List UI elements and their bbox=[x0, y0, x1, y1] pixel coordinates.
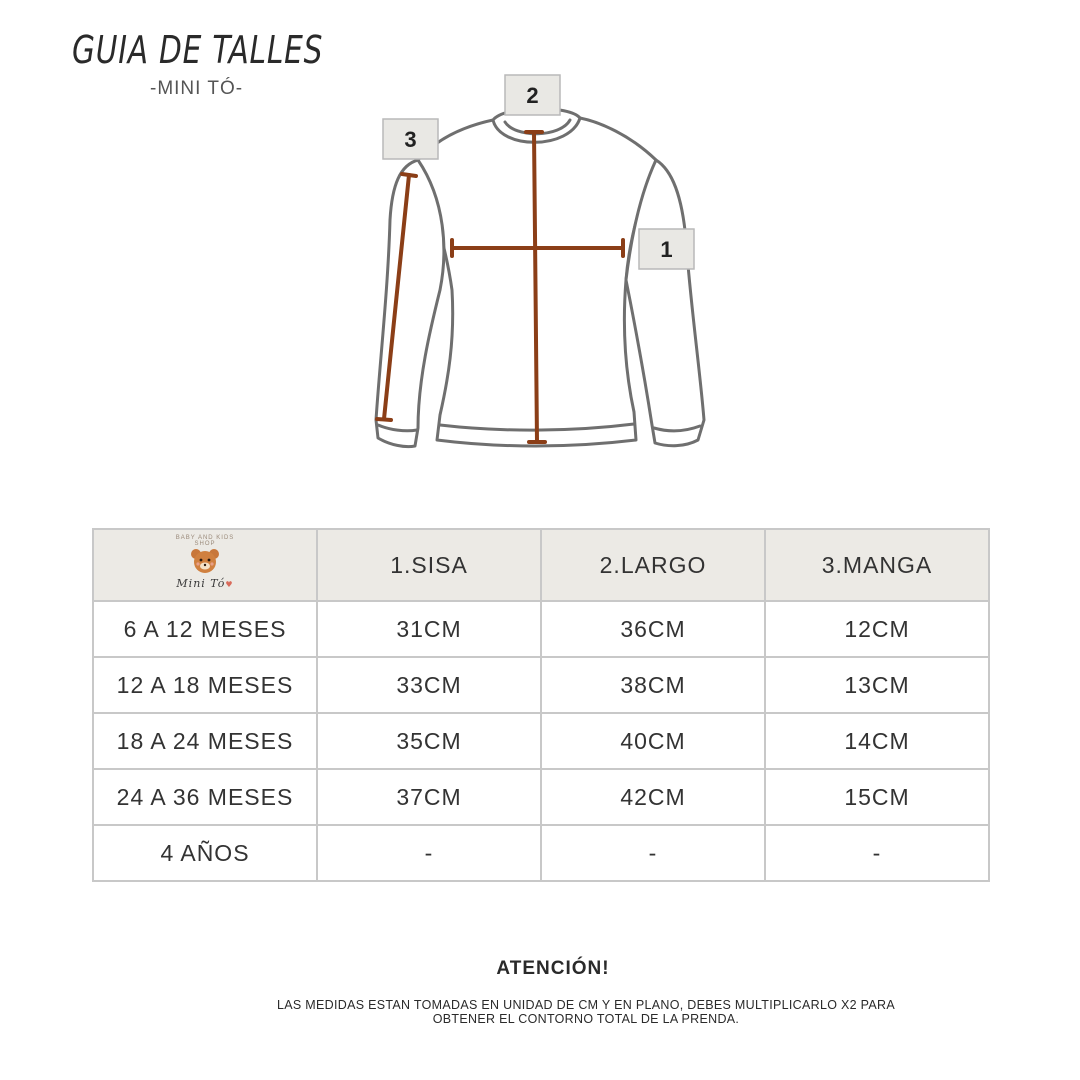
measure-cap-manga-bottom bbox=[377, 419, 391, 420]
header-largo: 2.LARGO bbox=[541, 529, 765, 601]
size-cell: 12 A 18 MESES bbox=[93, 657, 317, 713]
attention-text-line-1: LAS MEDIDAS ESTAN TOMADAS EN UNIDAD DE CM Y EN PLANO, DEBES MULTIPLICARLO X2 PARA bbox=[277, 998, 895, 1012]
manga-cell: - bbox=[765, 825, 989, 881]
measure-cap-manga-top bbox=[402, 174, 416, 176]
table-row bbox=[93, 657, 989, 713]
logo-arc-text: BABY AND KIDS SHOP bbox=[175, 535, 235, 547]
size-cell: 18 A 24 MESES bbox=[93, 713, 317, 769]
largo-cell: 42CM bbox=[541, 769, 765, 825]
sisa-cell: 31CM bbox=[317, 601, 541, 657]
sisa-cell: 33CM bbox=[317, 657, 541, 713]
logo-name: Mini Tó♥ bbox=[176, 577, 234, 590]
measure-label-3-text: 3 bbox=[404, 127, 417, 152]
largo-cell: 40CM bbox=[541, 713, 765, 769]
attention-text-line-2: OBTENER EL CONTORNO TOTAL DE LA PRENDA. bbox=[432, 1012, 740, 1026]
table-row bbox=[93, 713, 989, 769]
manga-cell: 12CM bbox=[765, 601, 989, 657]
manga-cell: 15CM bbox=[765, 769, 989, 825]
table-row bbox=[93, 601, 989, 657]
size-table bbox=[92, 528, 990, 882]
largo-cell: - bbox=[541, 825, 765, 881]
measure-label-2 bbox=[505, 75, 560, 115]
measure-label-3 bbox=[383, 119, 438, 159]
header-manga: 3.MANGA bbox=[765, 529, 989, 601]
measure-label-2-text: 2 bbox=[526, 83, 539, 108]
attention-title: ATENCIÓN! bbox=[496, 958, 610, 979]
largo-cell: 38CM bbox=[541, 657, 765, 713]
table-row bbox=[93, 769, 989, 825]
logo-cell bbox=[93, 529, 317, 601]
attention-text bbox=[236, 998, 936, 1026]
sweatshirt-diagram bbox=[0, 0, 1080, 500]
bear-face-icon bbox=[190, 547, 220, 575]
header-sisa: 1.SISA bbox=[317, 529, 541, 601]
size-cell: 4 AÑOS bbox=[93, 825, 317, 881]
manga-cell: 13CM bbox=[765, 657, 989, 713]
brand-logo bbox=[165, 535, 245, 595]
table-row bbox=[93, 825, 989, 881]
largo-cell: 36CM bbox=[541, 601, 765, 657]
measure-label-1-text: 1 bbox=[660, 237, 673, 262]
page-subtitle: -MINI TÓ- bbox=[150, 78, 244, 99]
size-cell: 6 A 12 MESES bbox=[93, 601, 317, 657]
sisa-cell: 35CM bbox=[317, 713, 541, 769]
size-cell: 24 A 36 MESES bbox=[93, 769, 317, 825]
measure-label-1 bbox=[639, 229, 694, 269]
page-title: GUIA DE TALLES bbox=[72, 28, 324, 72]
manga-cell: 14CM bbox=[765, 713, 989, 769]
sisa-cell: 37CM bbox=[317, 769, 541, 825]
heart-icon: ♥ bbox=[225, 580, 234, 589]
table-header-row bbox=[93, 529, 989, 601]
sisa-cell: - bbox=[317, 825, 541, 881]
